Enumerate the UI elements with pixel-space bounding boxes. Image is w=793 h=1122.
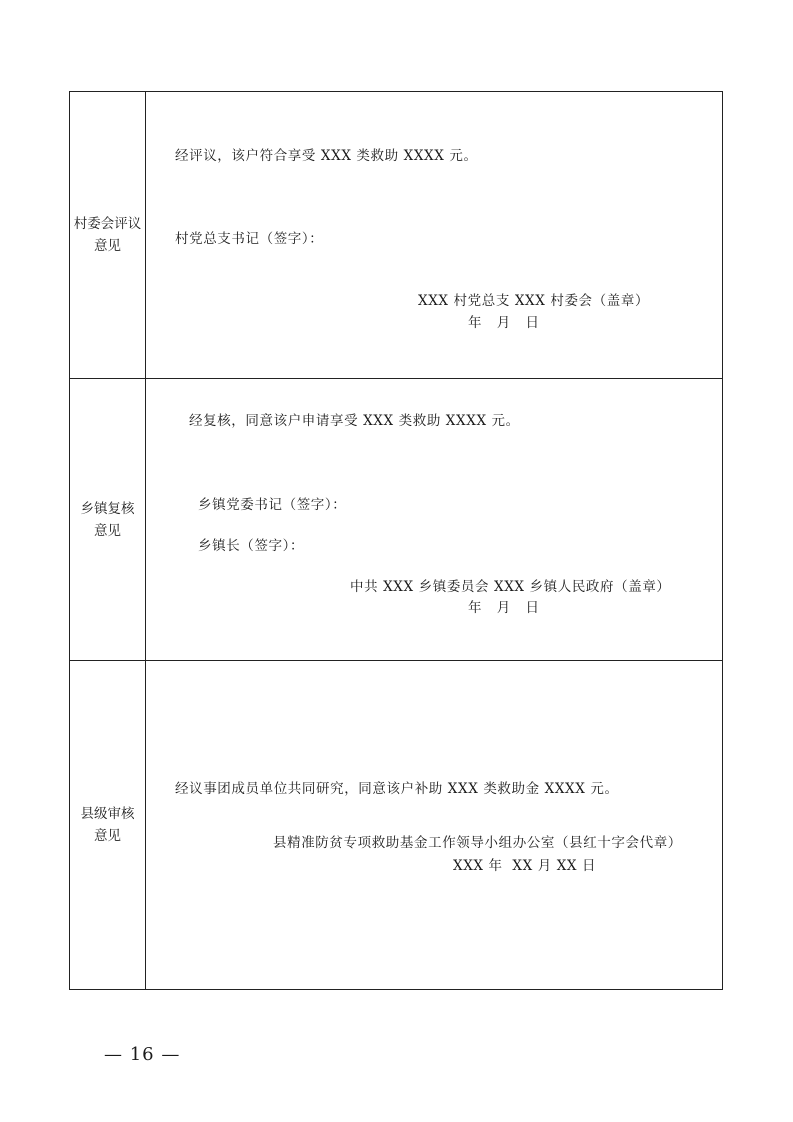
approval-form-table — [69, 91, 723, 990]
page-number: — 16 — — [104, 1044, 181, 1065]
label-line-2: 意见 — [94, 238, 121, 254]
village-seal: XXX 村党总支 XXX 村委会（盖章） — [418, 293, 650, 309]
label-line-1: 乡镇复核 — [80, 500, 135, 517]
village-party-secretary-signature: 村党总支书记（签字）： — [175, 231, 324, 247]
county-audit-row — [70, 660, 722, 989]
county-date: XXX 年 XX 月 XX 日 — [453, 858, 597, 874]
village-committee-label — [70, 92, 146, 378]
township-party-secretary-signature: 乡镇党委书记（签字）： — [198, 497, 347, 513]
township-head-signature: 乡镇长（签字）： — [198, 538, 305, 554]
village-statement: 经评议，该户符合享受 XXX 类救助 XXXX 元。 — [175, 148, 478, 164]
county-seal: 县精准防贫专项救助基金工作领导小组办公室（县红十字会代章） — [273, 835, 682, 851]
township-statement: 经复核，同意该户申请享受 XXX 类救助 XXXX 元。 — [189, 413, 520, 429]
township-date: 年 月 日 — [468, 600, 540, 616]
county-statement: 经议事团成员单位共同研究，同意该户补助 XXX 类救助金 XXXX 元。 — [175, 781, 619, 797]
label-line-2: 意见 — [94, 828, 121, 844]
village-date: 年 月 日 — [468, 315, 540, 331]
township-review-label — [70, 379, 146, 660]
village-committee-content — [146, 92, 722, 378]
label-line-1: 县级审核 — [80, 806, 135, 822]
township-seal: 中共 XXX 乡镇委员会 XXX 乡镇人民政府（盖章） — [350, 579, 671, 595]
village-committee-row — [70, 92, 722, 378]
township-review-content — [146, 379, 722, 660]
township-review-row — [70, 378, 722, 660]
county-audit-content — [146, 661, 722, 989]
county-audit-label — [70, 661, 146, 989]
label-line-2: 意见 — [94, 522, 121, 539]
label-line-1: 村委会评议 — [73, 216, 142, 232]
